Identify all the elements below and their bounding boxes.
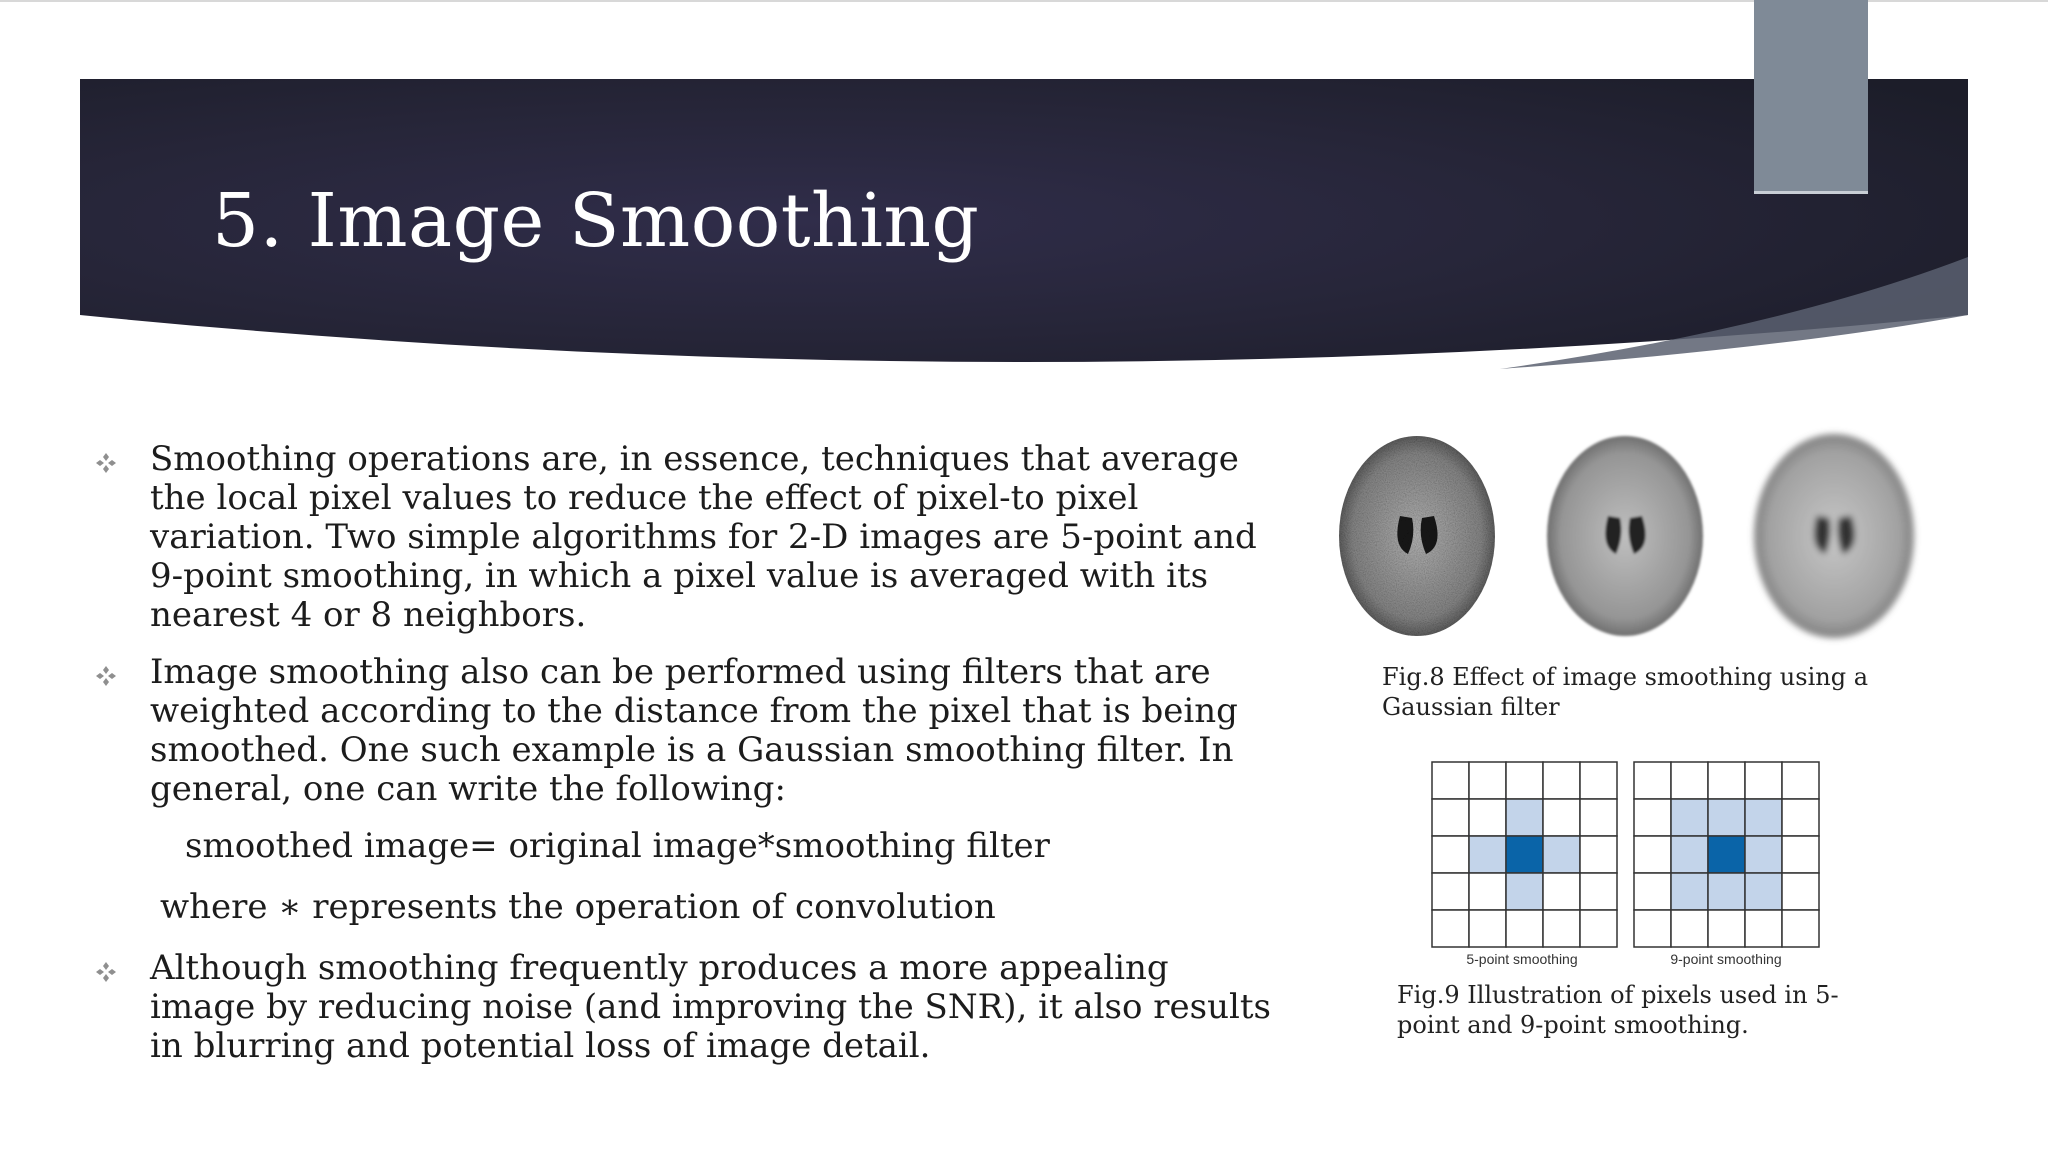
grid-cell [1506,873,1543,910]
brain-scan-light-smoothing [1547,436,1703,636]
five-point-grid [1432,762,1617,947]
grid-cell [1543,836,1580,873]
grid-cell [1745,762,1782,799]
grid-cell [1634,910,1671,947]
slide-body [95,440,1295,1084]
bullet-line: in blurring and potential loss of image detail. [150,1026,931,1066]
grid-label-5-point: 5-point smoothing [1466,951,1578,967]
brain-scan-unsmoothed [1339,436,1495,636]
grid-cell [1708,762,1745,799]
grid-cell [1432,762,1469,799]
grid-cell [1708,873,1745,910]
grid-cell [1580,762,1617,799]
grid-cell [1671,910,1708,947]
equation-note: where ∗ represents the operation of convolution [160,887,996,927]
grid-label-9-point: 9-point smoothing [1670,951,1782,967]
nine-point-grid [1634,762,1819,947]
bullet-line: image by reducing noise (and improving the SNR), it also results [150,987,1271,1027]
bullet-line: Image smoothing also can be performed using filters that are [150,652,1211,692]
smoothing-grid-figure [1430,760,1822,970]
grid-cell [1580,910,1617,947]
grid-cell [1432,836,1469,873]
grid-cell [1745,836,1782,873]
grid-cell [1506,836,1543,873]
bullet-line: smoothed. One such example is a Gaussian smoothing filter. In [150,730,1234,770]
grid-cell [1782,873,1819,910]
grid-cell [1782,762,1819,799]
grid-cell [1543,762,1580,799]
brain-scan-figure [1312,418,1932,650]
grid-cell [1469,762,1506,799]
grid-cell [1708,799,1745,836]
grid-cell [1543,910,1580,947]
grid-cell [1671,762,1708,799]
bullet-line: variation. Two simple algorithms for 2-D images are 5-point and [150,517,1257,557]
grid-cell [1469,910,1506,947]
grid-cell [1469,799,1506,836]
grid-cell [1469,836,1506,873]
grid-cell [1745,873,1782,910]
grid-cell [1432,799,1469,836]
bullet-line: 9-point smoothing, in which a pixel value is averaged with its [150,556,1209,596]
grid-cell [1543,799,1580,836]
corner-tab-shadow [1754,191,1868,194]
four-diamond-bullet-icon [95,961,117,983]
grid-cell [1432,873,1469,910]
grid-cell [1506,762,1543,799]
grid-cell [1432,910,1469,947]
fig9-caption: Fig.9 Illustration of pixels used in 5- point and 9-point smoothing. [1397,981,1839,1039]
bullet-item [95,440,1295,635]
bullet-line: the local pixel values to reduce the effect of pixel-to pixel [150,478,1139,518]
slide-title: 5. Image Smoothing [212,178,980,264]
bullet-line: weighted according to the distance from the pixel that is being [150,691,1238,731]
grid-cell [1506,910,1543,947]
grid-cell [1745,799,1782,836]
grid-cell [1580,836,1617,873]
equation: smoothed image= original image*smoothing filter [185,826,1050,866]
corner-tab [1754,0,1868,191]
grid-cell [1634,762,1671,799]
bullet-line: general, one can write the following: [150,769,786,809]
grid-cell [1782,799,1819,836]
four-diamond-bullet-icon [95,665,117,687]
grid-cell [1708,836,1745,873]
grid-cell [1671,873,1708,910]
grid-cell [1671,836,1708,873]
bullet-item [95,653,1295,809]
bullet-line: Smoothing operations are, in essence, techniques that average [150,439,1239,479]
bullet-line: nearest 4 or 8 neighbors. [150,595,587,635]
grid-cell [1671,799,1708,836]
bullet-line: Although smoothing frequently produces a more appealing [150,948,1169,988]
grid-cell [1506,799,1543,836]
fig8-caption: Fig.8 Effect of image smoothing using a Gaussian filter [1382,663,1869,721]
brain-scan-heavy-smoothing [1754,434,1914,638]
bullet-item [95,949,1295,1066]
grid-cell [1580,799,1617,836]
grid-cell [1634,836,1671,873]
four-diamond-bullet-icon [95,452,117,474]
grid-cell [1543,873,1580,910]
grid-cell [1634,799,1671,836]
grid-cell [1708,910,1745,947]
grid-cell [1782,910,1819,947]
grid-cell [1782,836,1819,873]
grid-cell [1745,910,1782,947]
grid-cell [1469,873,1506,910]
top-border [0,0,2048,2]
grid-cell [1634,873,1671,910]
grid-cell [1580,873,1617,910]
